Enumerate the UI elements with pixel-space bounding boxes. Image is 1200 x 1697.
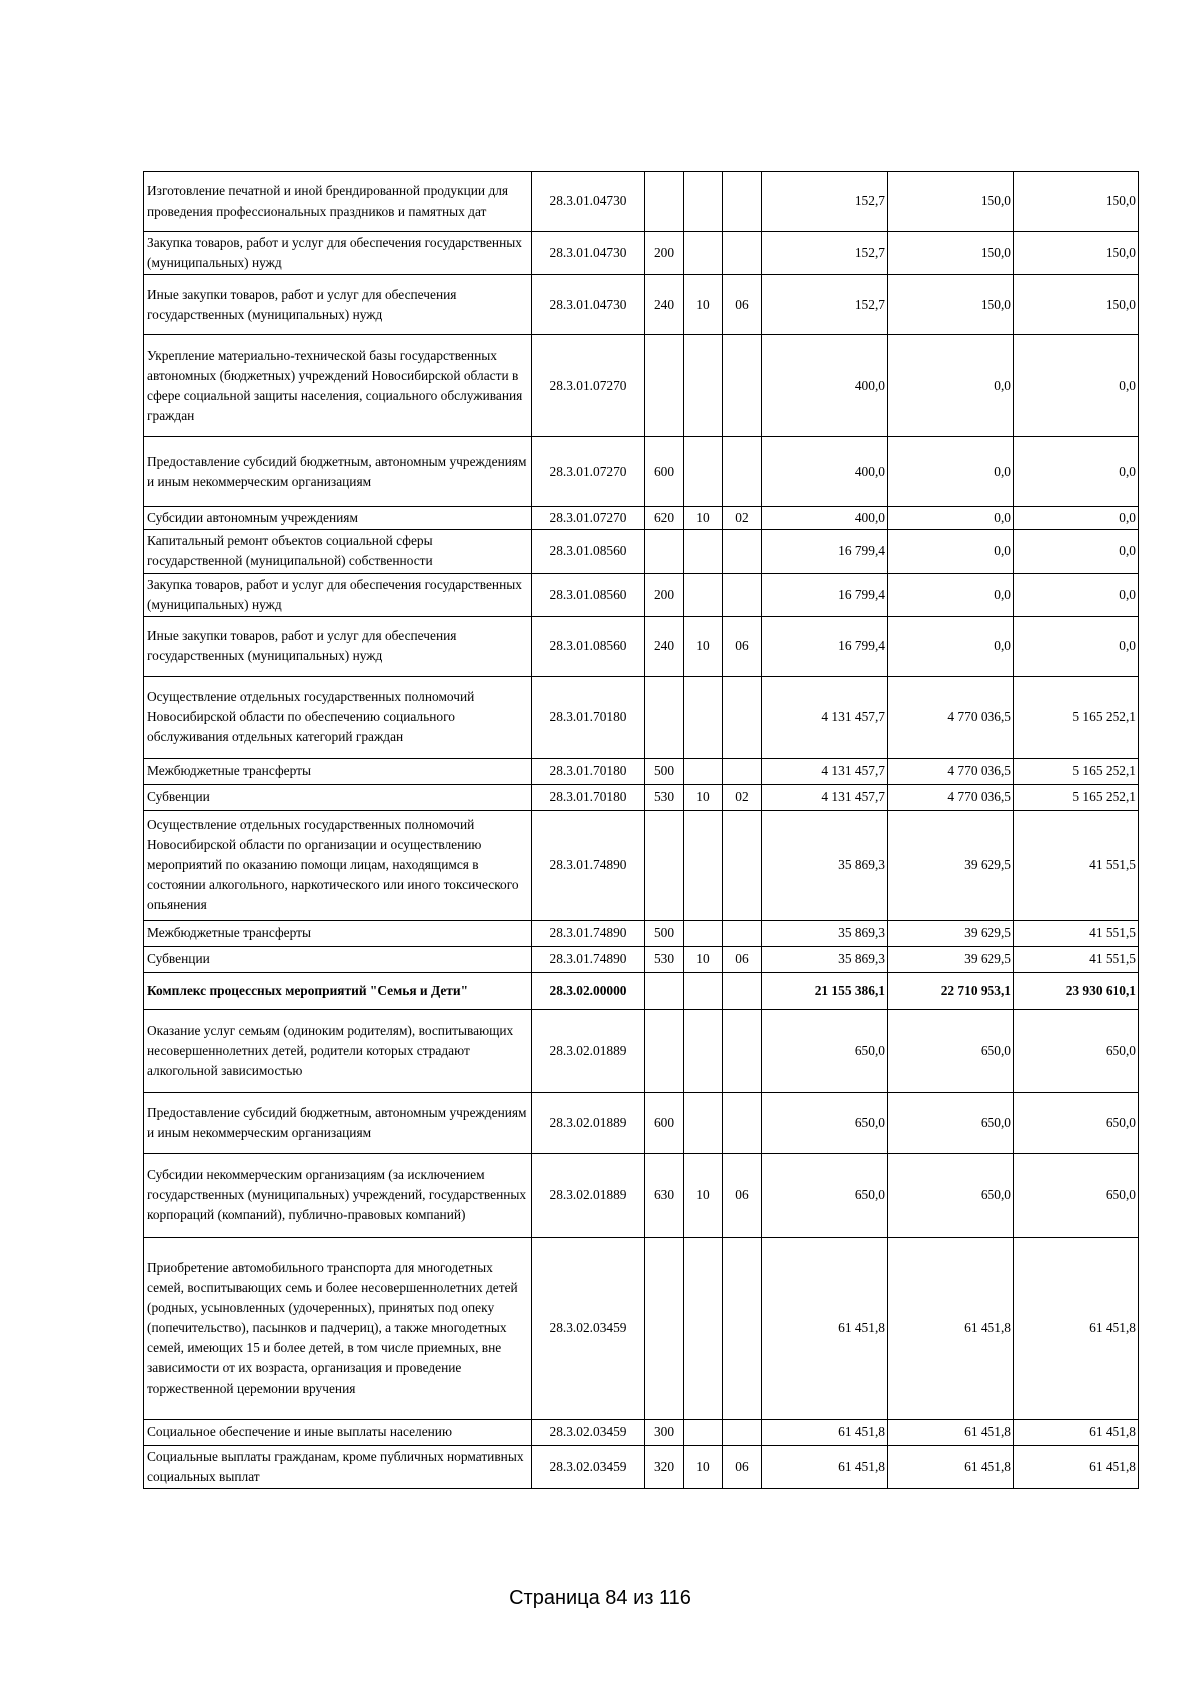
row-section: 10 bbox=[684, 1445, 723, 1488]
table-row bbox=[144, 530, 1139, 573]
row-section: 10 bbox=[684, 784, 723, 810]
row-section: 10 bbox=[684, 946, 723, 972]
row-amount-year-2: 0,0 bbox=[888, 616, 1014, 676]
row-amount-year-1: 4 131 457,7 bbox=[762, 676, 888, 758]
row-code: 28.3.01.04730 bbox=[532, 172, 645, 232]
row-code: 28.3.01.70180 bbox=[532, 758, 645, 784]
table-row bbox=[144, 810, 1139, 920]
row-amount-year-3: 0,0 bbox=[1014, 437, 1139, 507]
row-section bbox=[684, 232, 723, 275]
row-name: Иные закупки товаров, работ и услуг для обеспечения государственных (муниципальных) нужд bbox=[144, 275, 532, 335]
row-section bbox=[684, 972, 723, 1009]
table-row bbox=[144, 275, 1139, 335]
table-row bbox=[144, 1419, 1139, 1445]
row-code: 28.3.01.74890 bbox=[532, 946, 645, 972]
table-row bbox=[144, 172, 1139, 232]
row-expense-type bbox=[645, 335, 684, 437]
row-amount-year-3: 150,0 bbox=[1014, 232, 1139, 275]
row-amount-year-2: 0,0 bbox=[888, 437, 1014, 507]
row-name: Закупка товаров, работ и услуг для обеспечения государственных (муниципальных) нужд bbox=[144, 232, 532, 275]
table-row bbox=[144, 1009, 1139, 1092]
row-amount-year-2: 39 629,5 bbox=[888, 920, 1014, 946]
row-subsection bbox=[723, 758, 762, 784]
row-amount-year-2: 150,0 bbox=[888, 232, 1014, 275]
row-expense-type: 320 bbox=[645, 1445, 684, 1488]
row-code: 28.3.01.08560 bbox=[532, 530, 645, 573]
row-subsection bbox=[723, 676, 762, 758]
row-section bbox=[684, 573, 723, 616]
table-row bbox=[144, 616, 1139, 676]
row-subsection bbox=[723, 172, 762, 232]
row-subsection: 06 bbox=[723, 1445, 762, 1488]
row-amount-year-2: 39 629,5 bbox=[888, 946, 1014, 972]
row-section bbox=[684, 335, 723, 437]
row-code: 28.3.02.01889 bbox=[532, 1009, 645, 1092]
row-section bbox=[684, 920, 723, 946]
row-amount-year-2: 150,0 bbox=[888, 172, 1014, 232]
row-subsection: 02 bbox=[723, 784, 762, 810]
row-subsection bbox=[723, 810, 762, 920]
row-amount-year-1: 152,7 bbox=[762, 172, 888, 232]
row-expense-type bbox=[645, 972, 684, 1009]
row-section bbox=[684, 758, 723, 784]
row-amount-year-1: 61 451,8 bbox=[762, 1419, 888, 1445]
row-subsection bbox=[723, 1419, 762, 1445]
row-section: 10 bbox=[684, 507, 723, 530]
row-amount-year-3: 41 551,5 bbox=[1014, 810, 1139, 920]
row-section bbox=[684, 1237, 723, 1419]
row-code: 28.3.02.03459 bbox=[532, 1419, 645, 1445]
row-name: Межбюджетные трансферты bbox=[144, 920, 532, 946]
table-row bbox=[144, 507, 1139, 530]
row-expense-type: 500 bbox=[645, 920, 684, 946]
row-amount-year-1: 35 869,3 bbox=[762, 946, 888, 972]
row-amount-year-2: 4 770 036,5 bbox=[888, 758, 1014, 784]
row-amount-year-2: 4 770 036,5 bbox=[888, 676, 1014, 758]
table-row bbox=[144, 1445, 1139, 1488]
row-name: Субсидии некоммерческим организациям (за исключением государственных (муниципальных) учреждений, государственных корпораций (компаний), публично-правовых компаний) bbox=[144, 1153, 532, 1237]
row-amount-year-3: 61 451,8 bbox=[1014, 1445, 1139, 1488]
table-row bbox=[144, 758, 1139, 784]
row-name: Межбюджетные трансферты bbox=[144, 758, 532, 784]
row-amount-year-3: 0,0 bbox=[1014, 335, 1139, 437]
row-expense-type: 600 bbox=[645, 1092, 684, 1153]
row-subsection: 06 bbox=[723, 946, 762, 972]
row-amount-year-1: 650,0 bbox=[762, 1009, 888, 1092]
row-amount-year-1: 35 869,3 bbox=[762, 920, 888, 946]
row-amount-year-3: 5 165 252,1 bbox=[1014, 784, 1139, 810]
row-name: Закупка товаров, работ и услуг для обеспечения государственных (муниципальных) нужд bbox=[144, 573, 532, 616]
row-expense-type: 630 bbox=[645, 1153, 684, 1237]
row-subsection bbox=[723, 1092, 762, 1153]
table-row bbox=[144, 232, 1139, 275]
row-amount-year-1: 21 155 386,1 bbox=[762, 972, 888, 1009]
row-code: 28.3.01.07270 bbox=[532, 437, 645, 507]
row-section bbox=[684, 1419, 723, 1445]
row-expense-type bbox=[645, 1237, 684, 1419]
row-amount-year-2: 22 710 953,1 bbox=[888, 972, 1014, 1009]
row-amount-year-2: 61 451,8 bbox=[888, 1237, 1014, 1419]
row-name: Осуществление отдельных государственных полномочий Новосибирской области по обеспечению социального обслуживания отдельных категорий граждан bbox=[144, 676, 532, 758]
row-subsection bbox=[723, 972, 762, 1009]
row-subsection bbox=[723, 920, 762, 946]
table-row bbox=[144, 920, 1139, 946]
row-expense-type: 200 bbox=[645, 573, 684, 616]
row-amount-year-2: 61 451,8 bbox=[888, 1419, 1014, 1445]
row-name: Приобретение автомобильного транспорта для многодетных семей, воспитывающих семь и более несовершеннолетних детей (родных, усыновленных (удочеренных), принятых под опеку (попечительство), пасынков и падчериц), а также многодетных семей, имеющих 15 и более детей, в том числе приемных, вне зависимости от их возраста, организация и проведение торжественной церемонии вручения bbox=[144, 1237, 532, 1419]
budget-table bbox=[143, 171, 1139, 1489]
row-code: 28.3.01.07270 bbox=[532, 335, 645, 437]
row-subsection bbox=[723, 232, 762, 275]
row-name: Осуществление отдельных государственных полномочий Новосибирской области по организации и осуществлению мероприятий по оказанию помощи лицам, находящимся в состоянии алкогольного, наркотического или иного токсического опьянения bbox=[144, 810, 532, 920]
row-code: 28.3.02.01889 bbox=[532, 1092, 645, 1153]
row-expense-type: 300 bbox=[645, 1419, 684, 1445]
row-amount-year-2: 0,0 bbox=[888, 507, 1014, 530]
row-expense-type bbox=[645, 172, 684, 232]
row-amount-year-1: 400,0 bbox=[762, 335, 888, 437]
row-name: Предоставление субсидий бюджетным, автономным учреждениям и иным некоммерческим организациям bbox=[144, 1092, 532, 1153]
row-amount-year-3: 0,0 bbox=[1014, 507, 1139, 530]
row-amount-year-2: 150,0 bbox=[888, 275, 1014, 335]
row-code: 28.3.01.70180 bbox=[532, 784, 645, 810]
page-number: Страница 84 из 116 bbox=[509, 1587, 691, 1609]
row-amount-year-3: 5 165 252,1 bbox=[1014, 676, 1139, 758]
table-row bbox=[144, 676, 1139, 758]
row-amount-year-3: 650,0 bbox=[1014, 1153, 1139, 1237]
row-amount-year-1: 152,7 bbox=[762, 275, 888, 335]
row-section bbox=[684, 530, 723, 573]
row-amount-year-2: 61 451,8 bbox=[888, 1445, 1014, 1488]
row-name: Оказание услуг семьям (одиноким родителям), воспитывающих несовершеннолетних детей, родители которых страдают алкогольной зависимостью bbox=[144, 1009, 532, 1092]
row-code: 28.3.02.03459 bbox=[532, 1237, 645, 1419]
row-amount-year-1: 400,0 bbox=[762, 507, 888, 530]
row-name: Капитальный ремонт объектов социальной сферы государственной (муниципальной) собственности bbox=[144, 530, 532, 573]
row-name: Социальные выплаты гражданам, кроме публичных нормативных социальных выплат bbox=[144, 1445, 532, 1488]
row-amount-year-3: 150,0 bbox=[1014, 172, 1139, 232]
row-expense-type: 530 bbox=[645, 946, 684, 972]
row-amount-year-2: 650,0 bbox=[888, 1009, 1014, 1092]
row-code: 28.3.01.04730 bbox=[532, 275, 645, 335]
table-row bbox=[144, 437, 1139, 507]
row-amount-year-1: 650,0 bbox=[762, 1153, 888, 1237]
row-subsection bbox=[723, 530, 762, 573]
table-row bbox=[144, 573, 1139, 616]
row-subsection bbox=[723, 573, 762, 616]
row-expense-type: 620 bbox=[645, 507, 684, 530]
table-row bbox=[144, 1092, 1139, 1153]
row-amount-year-3: 650,0 bbox=[1014, 1092, 1139, 1153]
row-expense-type: 500 bbox=[645, 758, 684, 784]
row-amount-year-2: 650,0 bbox=[888, 1153, 1014, 1237]
row-amount-year-3: 61 451,8 bbox=[1014, 1419, 1139, 1445]
row-section bbox=[684, 172, 723, 232]
row-amount-year-3: 23 930 610,1 bbox=[1014, 972, 1139, 1009]
row-amount-year-2: 650,0 bbox=[888, 1092, 1014, 1153]
table-row bbox=[144, 1237, 1139, 1419]
row-code: 28.3.02.03459 bbox=[532, 1445, 645, 1488]
row-section bbox=[684, 676, 723, 758]
row-code: 28.3.02.01889 bbox=[532, 1153, 645, 1237]
table-row bbox=[144, 335, 1139, 437]
row-name: Социальное обеспечение и иные выплаты населению bbox=[144, 1419, 532, 1445]
row-amount-year-3: 5 165 252,1 bbox=[1014, 758, 1139, 784]
row-code: 28.3.02.00000 bbox=[532, 972, 645, 1009]
row-section bbox=[684, 437, 723, 507]
row-name: Субвенции bbox=[144, 784, 532, 810]
row-name: Субсидии автономным учреждениям bbox=[144, 507, 532, 530]
row-name: Предоставление субсидий бюджетным, автономным учреждениям и иным некоммерческим организациям bbox=[144, 437, 532, 507]
row-name: Укрепление материально-технической базы государственных автономных (бюджетных) учреждений Новосибирской области в сфере социальной защиты населения, социального обслуживания граждан bbox=[144, 335, 532, 437]
row-subsection: 06 bbox=[723, 616, 762, 676]
row-code: 28.3.01.08560 bbox=[532, 573, 645, 616]
row-expense-type: 200 bbox=[645, 232, 684, 275]
row-amount-year-1: 35 869,3 bbox=[762, 810, 888, 920]
row-section: 10 bbox=[684, 616, 723, 676]
row-section: 10 bbox=[684, 275, 723, 335]
row-amount-year-3: 0,0 bbox=[1014, 616, 1139, 676]
row-subsection bbox=[723, 437, 762, 507]
table-row bbox=[144, 946, 1139, 972]
row-amount-year-1: 400,0 bbox=[762, 437, 888, 507]
row-amount-year-1: 16 799,4 bbox=[762, 530, 888, 573]
row-amount-year-1: 16 799,4 bbox=[762, 616, 888, 676]
table-row bbox=[144, 972, 1139, 1009]
row-expense-type bbox=[645, 810, 684, 920]
row-amount-year-3: 61 451,8 bbox=[1014, 1237, 1139, 1419]
row-subsection bbox=[723, 1009, 762, 1092]
row-code: 28.3.01.74890 bbox=[532, 920, 645, 946]
row-expense-type: 240 bbox=[645, 616, 684, 676]
row-amount-year-1: 650,0 bbox=[762, 1092, 888, 1153]
row-amount-year-1: 152,7 bbox=[762, 232, 888, 275]
row-amount-year-3: 650,0 bbox=[1014, 1009, 1139, 1092]
row-expense-type bbox=[645, 676, 684, 758]
row-code: 28.3.01.74890 bbox=[532, 810, 645, 920]
row-expense-type bbox=[645, 530, 684, 573]
row-amount-year-3: 150,0 bbox=[1014, 275, 1139, 335]
row-amount-year-2: 4 770 036,5 bbox=[888, 784, 1014, 810]
row-code: 28.3.01.04730 bbox=[532, 232, 645, 275]
row-amount-year-2: 39 629,5 bbox=[888, 810, 1014, 920]
row-amount-year-1: 61 451,8 bbox=[762, 1237, 888, 1419]
row-amount-year-2: 0,0 bbox=[888, 530, 1014, 573]
row-expense-type bbox=[645, 1009, 684, 1092]
row-subsection bbox=[723, 335, 762, 437]
table-body bbox=[144, 172, 1139, 1489]
row-amount-year-1: 4 131 457,7 bbox=[762, 758, 888, 784]
row-name: Комплекс процессных мероприятий "Семья и Дети" bbox=[144, 972, 532, 1009]
row-amount-year-2: 0,0 bbox=[888, 335, 1014, 437]
row-subsection: 02 bbox=[723, 507, 762, 530]
row-amount-year-3: 41 551,5 bbox=[1014, 920, 1139, 946]
row-name: Изготовление печатной и иной брендированной продукции для проведения профессиональных праздников и памятных дат bbox=[144, 172, 532, 232]
row-expense-type: 600 bbox=[645, 437, 684, 507]
row-amount-year-1: 4 131 457,7 bbox=[762, 784, 888, 810]
row-code: 28.3.01.07270 bbox=[532, 507, 645, 530]
row-section: 10 bbox=[684, 1153, 723, 1237]
row-amount-year-3: 41 551,5 bbox=[1014, 946, 1139, 972]
row-subsection bbox=[723, 1237, 762, 1419]
table-row bbox=[144, 784, 1139, 810]
row-amount-year-1: 61 451,8 bbox=[762, 1445, 888, 1488]
row-section bbox=[684, 1009, 723, 1092]
row-subsection: 06 bbox=[723, 1153, 762, 1237]
row-section bbox=[684, 810, 723, 920]
row-name: Иные закупки товаров, работ и услуг для обеспечения государственных (муниципальных) нужд bbox=[144, 616, 532, 676]
row-name: Субвенции bbox=[144, 946, 532, 972]
row-amount-year-1: 16 799,4 bbox=[762, 573, 888, 616]
row-code: 28.3.01.70180 bbox=[532, 676, 645, 758]
row-expense-type: 240 bbox=[645, 275, 684, 335]
row-section bbox=[684, 1092, 723, 1153]
row-amount-year-3: 0,0 bbox=[1014, 530, 1139, 573]
row-code: 28.3.01.08560 bbox=[532, 616, 645, 676]
row-expense-type: 530 bbox=[645, 784, 684, 810]
row-amount-year-3: 0,0 bbox=[1014, 573, 1139, 616]
row-subsection: 06 bbox=[723, 275, 762, 335]
table-row bbox=[144, 1153, 1139, 1237]
row-amount-year-2: 0,0 bbox=[888, 573, 1014, 616]
